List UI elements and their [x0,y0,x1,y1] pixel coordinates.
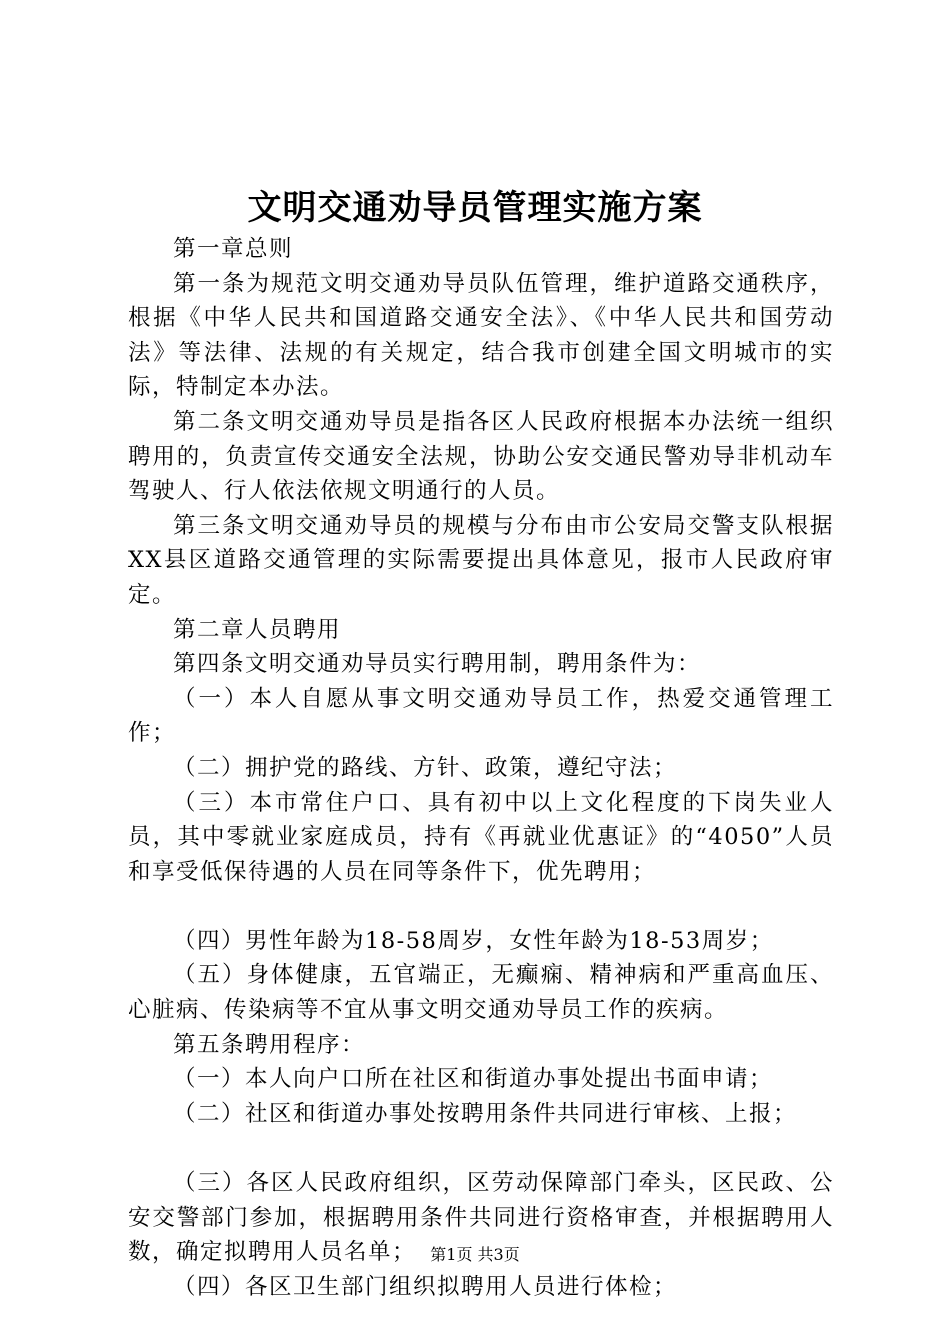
blank-line [128,889,834,924]
document-body [128,232,834,1304]
article-paragraph: 第五条聘用程序： [173,1031,366,1058]
list-item: （三）本市常住户口、具有初中以上文化程度的下岗失业人员，其中零就业家庭成员，持有《再就业优惠证》的“4050”人员和享受低保待遇的人员在同等条件下，优先聘用； [128,789,834,885]
list-item: （四）各区卫生部门组织拟聘用人员进行体检； [173,1273,678,1300]
chapter-heading: 第一章总则 [173,236,294,262]
article-paragraph: 第二条文明交通劝导员是指各区人民政府根据本办法统一组织聘用的，负责宣传交通安全法规，协助公安交通民警劝导非机动车驾驶人、行人依法依规文明通行的人员。 [128,408,834,505]
article-paragraph: 第三条文明交通劝导员的规模与分布由市公安局交警支队根据XX县区道路交通管理的实际需要提出具体意见，报市人民政府审定。 [128,512,834,608]
document-title: 文明交通劝导员管理实施方案 [247,188,703,228]
blank-line [128,1131,834,1166]
list-item: （二）社区和街道办事处按聘用条件共同进行审核、上报； [173,1100,798,1127]
article-paragraph: 第四条文明交通劝导员实行聘用制，聘用条件为： [173,651,702,678]
list-item: （三）各区人民政府组织，区劳动保障部门牵头，区民政、公安交警部门参加，根据聘用条件共同进行资格审查，并根据聘用人数，确定拟聘用人员名单； [128,1170,834,1266]
chapter-heading: 第二章人员聘用 [173,616,342,643]
article-paragraph: 第一条为规范文明交通劝导员队伍管理，维护道路交通秩序，根据《中华人民共和国道路交通安全法》、《中华人民共和国劳动法》等法律、法规的有关规定，结合我市创建全国文明城市的实际，特制定本办法。 [128,270,834,401]
list-item: （一）本人自愿从事文明交通劝导员工作，热爱交通管理工作； [128,685,834,747]
list-item: （四）男性年龄为18-58周岁，女性年龄为18-53周岁； [173,927,774,954]
list-item: （五）身体健康，五官端正，无癫痫、精神病和严重高血压、心脏病、传染病等不宜从事文明交通劝导员工作的疾病。 [128,962,834,1024]
page-number: 第1页 共3页 [430,1245,520,1264]
list-item: （二）拥护党的路线、方针、政策，遵纪守法； [173,754,678,781]
list-item: （一）本人向户口所在社区和街道办事处提出书面申请； [173,1066,774,1093]
